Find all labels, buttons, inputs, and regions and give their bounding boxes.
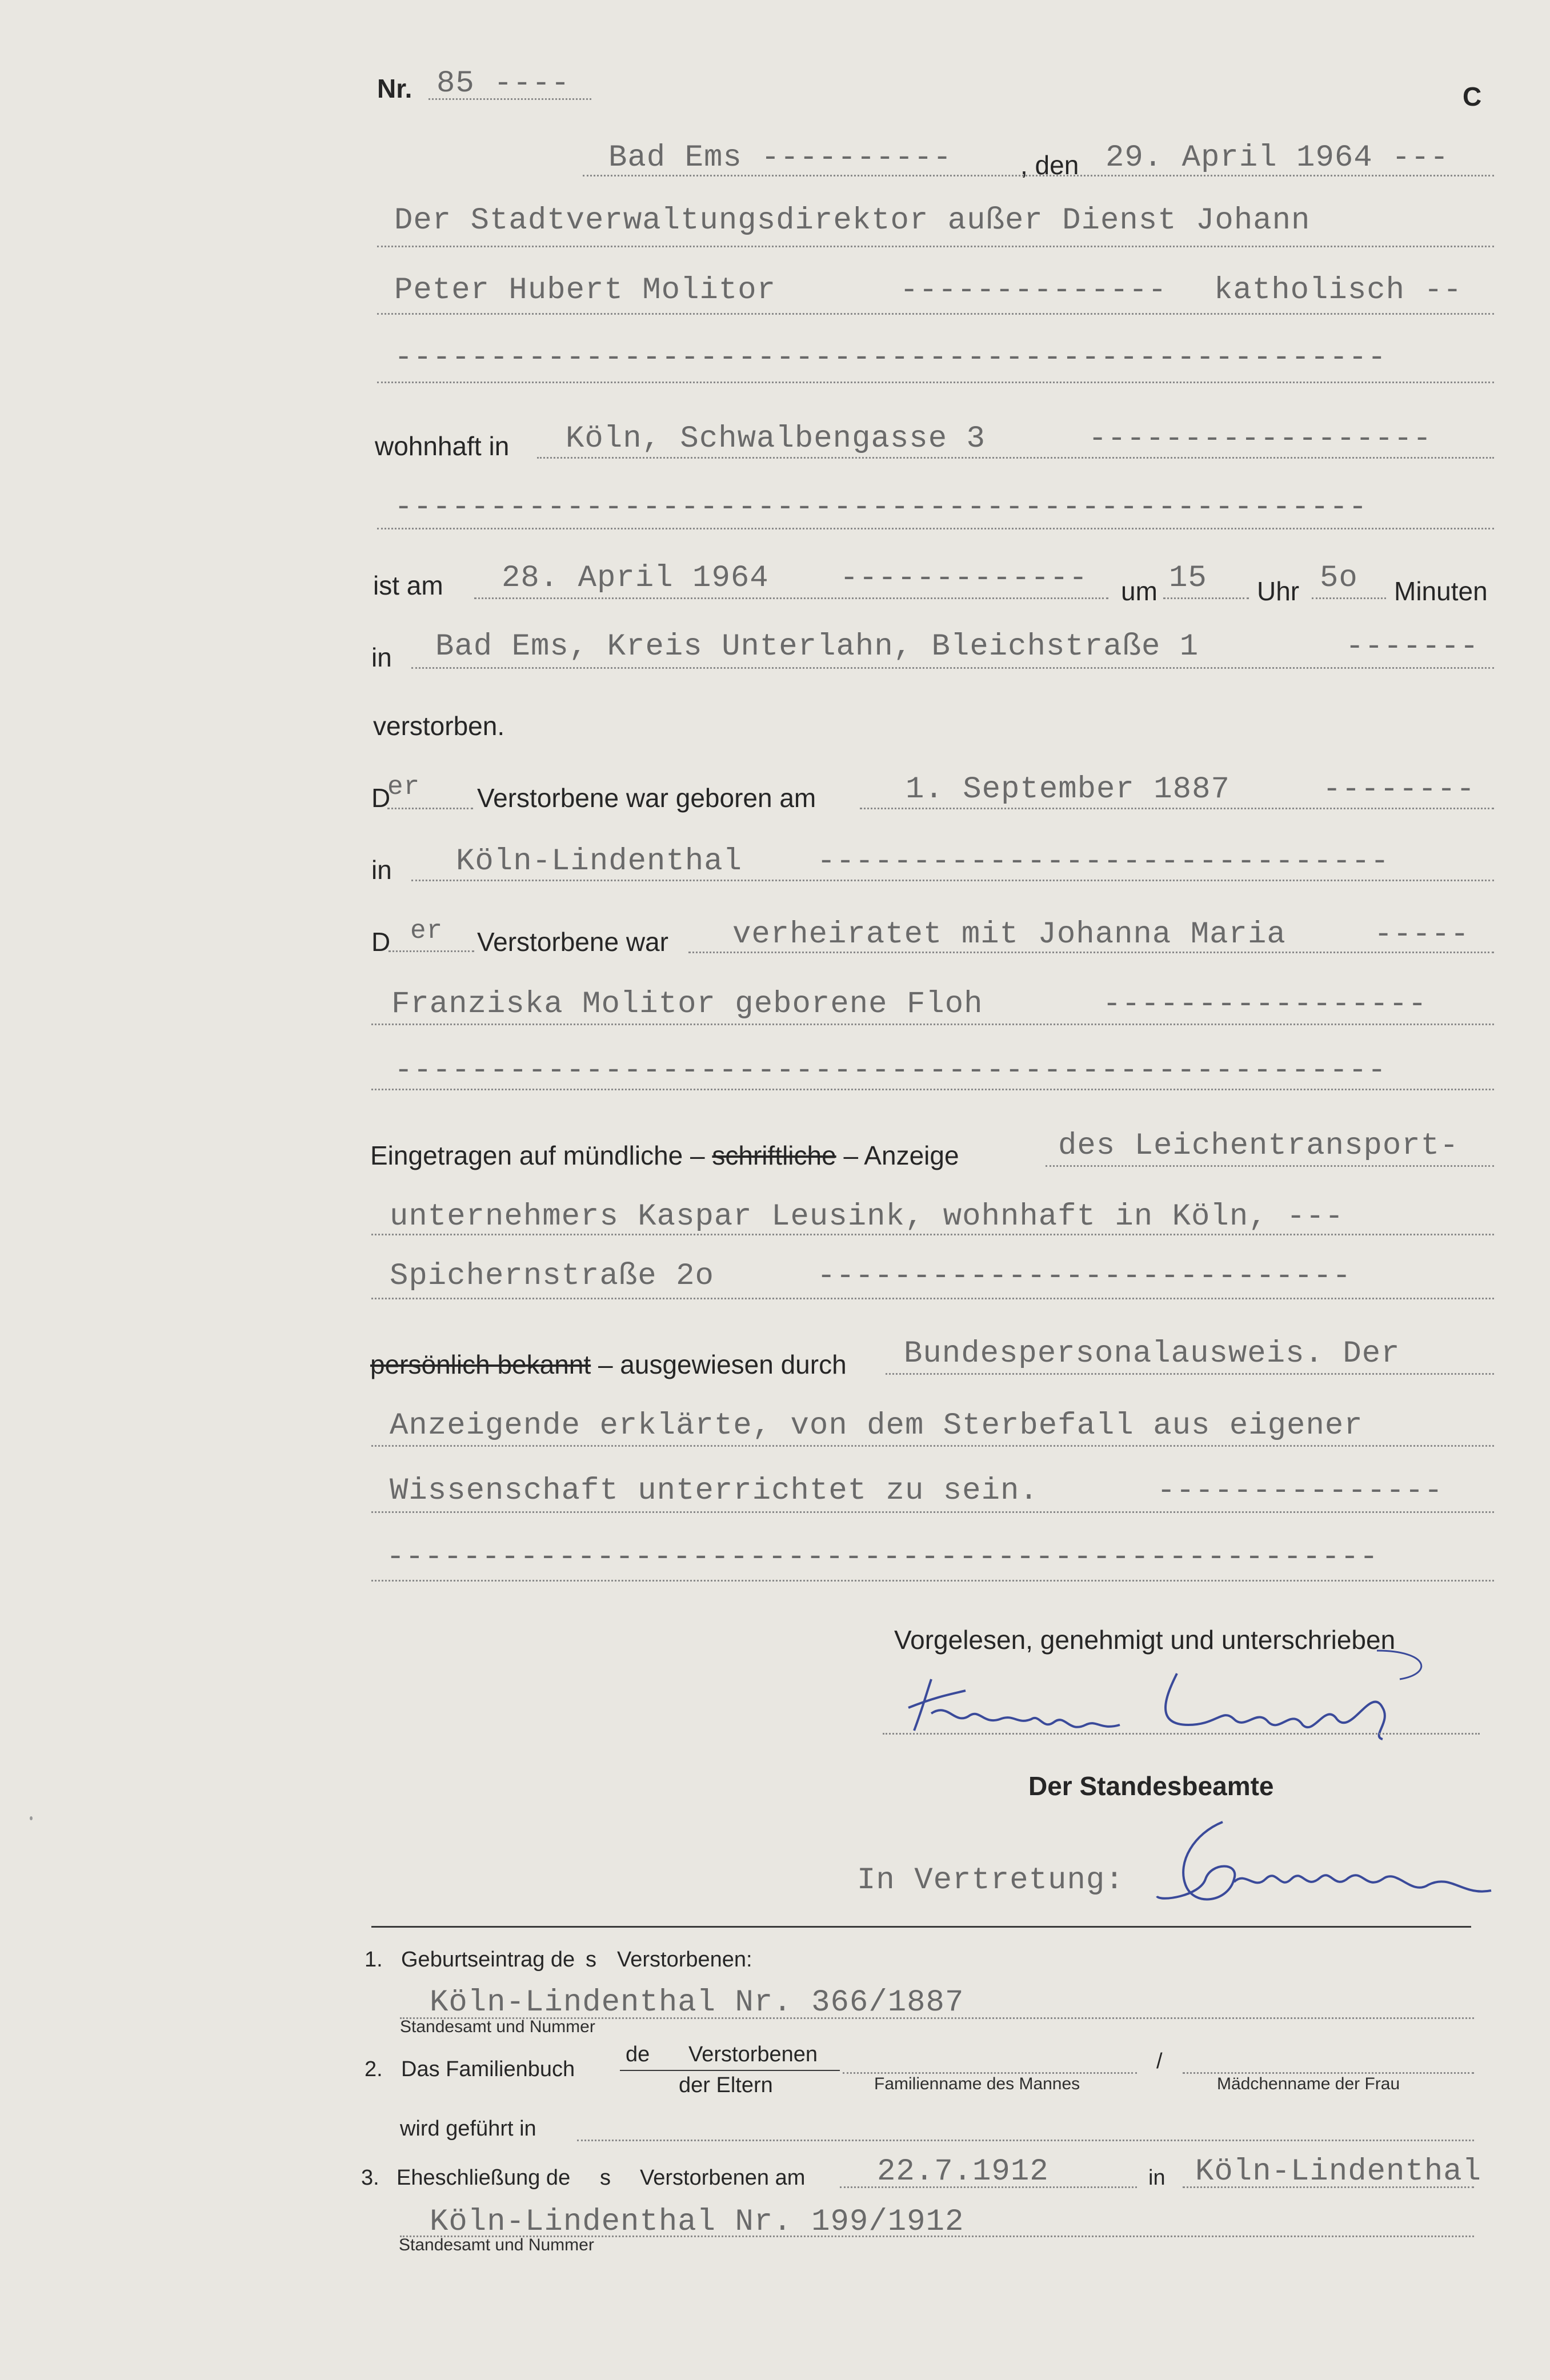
- identification-label: [370, 1349, 847, 1380]
- nr-dotline: [428, 98, 591, 100]
- birth-in-label: in: [371, 855, 392, 885]
- registration-label-b: – Anzeige: [843, 1141, 959, 1170]
- religion: katholisch --: [1214, 273, 1463, 308]
- marriage-date: 22.7.1912: [877, 2154, 1049, 2189]
- den-label: , den: [1020, 150, 1079, 180]
- death-minutes: 5o: [1320, 561, 1358, 596]
- informant-line2: unternehmers Kaspar Leusink, wohnhaft in Köln, ---: [390, 1199, 1344, 1234]
- registration-dotline-2: [371, 1234, 1494, 1235]
- minuten-label: Minuten: [1394, 576, 1488, 606]
- birth-date-dashes: --------: [1323, 772, 1476, 807]
- residence-label: wohnhaft in: [375, 431, 510, 461]
- footer-divider: [371, 1926, 1471, 1928]
- registrar-label: Der Standesbeamte: [1028, 1771, 1274, 1801]
- marital-line2: Franziska Molitor geborene Floh: [391, 987, 983, 1022]
- marital-line2-dashes: -----------------: [1103, 987, 1427, 1022]
- footer-item3-caption: Standesamt und Nummer: [399, 2235, 594, 2254]
- informant-signature: [868, 1639, 1497, 1753]
- signature-dotline: [883, 1733, 1480, 1735]
- footer-item2-slash: /: [1156, 2049, 1163, 2073]
- identification-line3-dashes: ---------------: [1157, 1474, 1444, 1508]
- marriage-place: Köln-Lindenthal: [1195, 2154, 1482, 2189]
- informant-line1: des Leichentransport-: [1058, 1129, 1459, 1163]
- identification-label-struck: persönlich bekannt: [370, 1350, 591, 1379]
- footer-item2-dotline-b: [1183, 2072, 1474, 2074]
- identification-dotline-3: [371, 1511, 1494, 1513]
- verstorben-label: verstorben.: [373, 711, 505, 741]
- marital-d-suffix: er: [410, 916, 443, 946]
- marital-d-prefix: D: [371, 927, 391, 957]
- birth-date-dotline: [860, 808, 1494, 809]
- death-hour: 15: [1169, 561, 1207, 596]
- marital-line1-dashes: -----: [1374, 917, 1470, 952]
- footer-item3-suffix: s: [600, 2166, 611, 2190]
- footer-item1-suffix: s: [586, 1948, 596, 1972]
- marital-dotline-3: [371, 1089, 1494, 1090]
- footer-item2-dotline-c: [577, 2140, 1474, 2141]
- footer-item3-num: 3.: [361, 2166, 379, 2190]
- death-place-dashes: -------: [1345, 629, 1479, 664]
- footer-item2-fraction: [620, 2070, 840, 2071]
- dotline-2: [377, 313, 1494, 315]
- identification-dotline-1: [886, 1373, 1494, 1375]
- residence-dashes: ------------------: [1088, 422, 1432, 456]
- birth-place-dashes: ------------------------------: [817, 844, 1390, 879]
- deputy-label: In Vertretung:: [857, 1863, 1124, 1898]
- footer-item3-label2: Verstorbenen am: [640, 2166, 806, 2190]
- minutes-dotline: [1312, 597, 1386, 599]
- footer-item2-bottom: der Eltern: [679, 2073, 773, 2097]
- dotline-1: [377, 246, 1494, 247]
- identification-line2: Anzeigende erklärte, von dem Sterbefall aus eigener: [390, 1408, 1363, 1443]
- hour-dotline: [1163, 597, 1249, 599]
- residence: Köln, Schwalbengasse 3: [566, 422, 986, 456]
- footer-item2-wird: wird geführt in: [400, 2117, 536, 2141]
- registration-date: 29. April 1964 ---: [1106, 141, 1449, 175]
- marital-dotline-2: [371, 1024, 1494, 1025]
- identification-line4: ----------------------------------------------------: [386, 1540, 1379, 1575]
- informant-line3-dashes: ----------------------------: [817, 1259, 1352, 1294]
- birth-d-dotline: [387, 808, 473, 809]
- footer-item2-num: 2.: [365, 2057, 383, 2081]
- birth-place-dotline: [411, 880, 1494, 881]
- footer-item2-dotline-a: [843, 2072, 1137, 2074]
- entry-number: 85 ----: [436, 66, 570, 101]
- margin-dot: [30, 1816, 33, 1820]
- uhr-label: Uhr: [1257, 576, 1300, 606]
- deceased-name-line2: Peter Hubert Molitor: [394, 273, 776, 308]
- deceased-name-line1: Der Stadtverwaltungsdirektor außer Dienst Johann: [394, 203, 1311, 238]
- residence-line2: ---------------------------------------------------: [394, 490, 1368, 525]
- footer-item3-dotline-a: [840, 2186, 1137, 2188]
- registrar-signature: [1143, 1811, 1514, 1925]
- footer-item1-caption: Standesamt und Nummer: [400, 2017, 595, 2036]
- footer-item2-top: Verstorbenen: [688, 2042, 818, 2066]
- identification-dotline-4: [371, 1580, 1494, 1582]
- footer-item1-label: Geburtseintrag de: [401, 1948, 575, 1972]
- dash-line: ----------------------------------------------------: [394, 340, 1387, 375]
- footer-item3-dotline-b: [1183, 2186, 1474, 2188]
- birth-d-prefix: D: [371, 783, 391, 813]
- death-date: 28. April 1964: [502, 561, 769, 596]
- birth-date: 1. September 1887: [906, 772, 1230, 807]
- birth-d-suffix: er: [387, 772, 420, 802]
- marital-line1: verheiratet mit Johanna Maria: [732, 917, 1286, 952]
- footer-item2-caption-a: Familienname des Mannes: [874, 2074, 1080, 2093]
- birth-place: Köln-Lindenthal: [456, 844, 743, 879]
- read-approved-label: Vorgelesen, genehmigt und unterschrieben: [894, 1625, 1396, 1655]
- deceased-name-line2-dashes: --------------: [900, 273, 1167, 308]
- footer-item2-label: Das Familienbuch: [401, 2057, 575, 2081]
- birth-record-value: Köln-Lindenthal Nr. 366/1887: [430, 1985, 964, 2020]
- nr-label: Nr.: [377, 74, 412, 103]
- dotline-5: [377, 528, 1494, 529]
- ist-am-label: ist am: [373, 571, 443, 600]
- date-dotline: [583, 175, 1494, 176]
- um-label: um: [1121, 576, 1158, 606]
- marital-d-dotline: [388, 950, 474, 952]
- footer-item3-in: in: [1148, 2166, 1165, 2190]
- marital-dotline-1: [688, 952, 1494, 953]
- dotline-4: [537, 457, 1494, 459]
- death-place-dotline: [411, 667, 1494, 669]
- birth-label: Verstorbene war geboren am: [477, 783, 816, 813]
- place-of-registration: Bad Ems ----------: [608, 141, 952, 175]
- marriage-record-value: Köln-Lindenthal Nr. 199/1912: [430, 2205, 964, 2239]
- registration-label-a: [370, 1140, 959, 1171]
- marital-line3: ----------------------------------------------------: [394, 1053, 1387, 1088]
- dotline-3: [377, 382, 1494, 383]
- registration-label-struck: schriftliche: [712, 1141, 836, 1170]
- registration-dotline-3: [371, 1298, 1494, 1299]
- identification-dotline-2: [371, 1445, 1494, 1447]
- death-date-dotline: [474, 597, 1108, 599]
- registration-dotline-1: [1046, 1165, 1494, 1167]
- footer-item3-label: Eheschließung de: [396, 2166, 571, 2190]
- death-in-label: in: [371, 643, 392, 672]
- footer-item2-de: de: [626, 2042, 650, 2066]
- marital-label: Verstorbene war: [477, 927, 668, 957]
- informant-line3: Spichernstraße 2o: [390, 1259, 714, 1294]
- corner-letter: C: [1463, 82, 1482, 111]
- footer-item1-label2: Verstorbenen:: [617, 1948, 752, 1972]
- footer-item2-caption-b: Mädchenname der Frau: [1217, 2074, 1400, 2093]
- footer-item1-num: 1.: [365, 1948, 383, 1972]
- identification-line3: Wissenschaft unterrichtet zu sein.: [390, 1474, 1039, 1508]
- identification-label-rest: – ausgewiesen durch: [598, 1350, 847, 1379]
- registration-label-a-text: Eingetragen auf mündliche –: [370, 1141, 705, 1170]
- identification-line1: Bundespersonalausweis. Der: [904, 1337, 1400, 1371]
- death-date-dashes: -------------: [840, 561, 1088, 596]
- death-place: Bad Ems, Kreis Unterlahn, Bleichstraße 1: [435, 629, 1199, 664]
